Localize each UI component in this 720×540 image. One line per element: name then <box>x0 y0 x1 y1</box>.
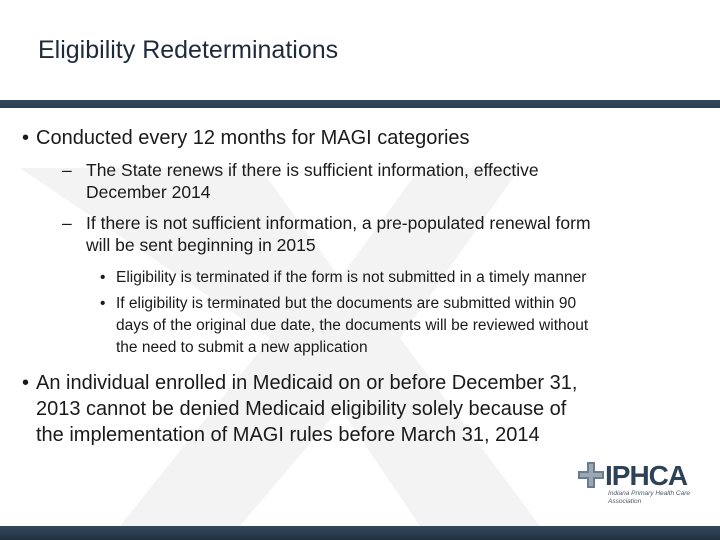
sub-bullet-1-line1: The State renews if there is sufficient information, effective <box>86 160 539 180</box>
bullet-2 <box>22 370 706 448</box>
bullet-2-line2: 2013 cannot be denied Medicaid eligibility solely because of <box>36 398 567 420</box>
sub-sub-bullet-2-line2: days of the original due date, the documents will be reviewed without <box>116 317 589 334</box>
sub-sub-bullet-2-line1: If eligibility is terminated but the documents are submitted within 90 <box>116 295 577 312</box>
dash-glyph: – <box>62 213 72 233</box>
logo-subtitle <box>608 490 698 506</box>
logo-subtitle-line2: Association <box>608 498 642 505</box>
sub-bullet-1-line2: December 2014 <box>86 182 211 202</box>
dash-glyph: – <box>62 160 72 180</box>
sub-sub-bullet-1 <box>100 267 706 289</box>
footer-bar <box>0 526 720 540</box>
sub-bullet-2-line2: will be sent beginning in 2015 <box>86 235 316 255</box>
logo-subtitle-line1: Indiana Primary Health Care <box>608 490 691 497</box>
bullet-2-line1: An individual enrolled in Medicaid on or before December 31, <box>36 372 578 394</box>
logo-name: IPHCA <box>605 460 688 491</box>
bullet-glyph: • <box>100 295 106 312</box>
bullet-2-line3: the implementation of MAGI rules before March 31, 2014 <box>36 424 540 446</box>
sub-sub-bullet-1-line1: Eligibility is terminated if the form is not submitted in a timely manner <box>116 269 587 286</box>
bullet-1-text: Conducted every 12 months for MAGI categories <box>36 127 470 149</box>
bullet-glyph: • <box>22 372 30 394</box>
sub-sub-bullet-2 <box>100 293 706 359</box>
bullet-glyph: • <box>100 269 106 286</box>
iphca-logo <box>578 462 698 516</box>
slide-title: Eligibility Redeterminations <box>38 36 339 64</box>
bullet-glyph: • <box>22 127 30 149</box>
sub-bullet-2 <box>62 212 706 256</box>
sub-bullet-2-line1: If there is not sufficient information, a pre-populated renewal form <box>86 213 591 233</box>
sub-sub-bullet-2-line3: the need to submit a new application <box>116 339 368 356</box>
sub-bullet-1 <box>62 159 706 203</box>
bullet-1 <box>22 126 706 151</box>
iphca-logo-mark-icon <box>578 462 604 488</box>
